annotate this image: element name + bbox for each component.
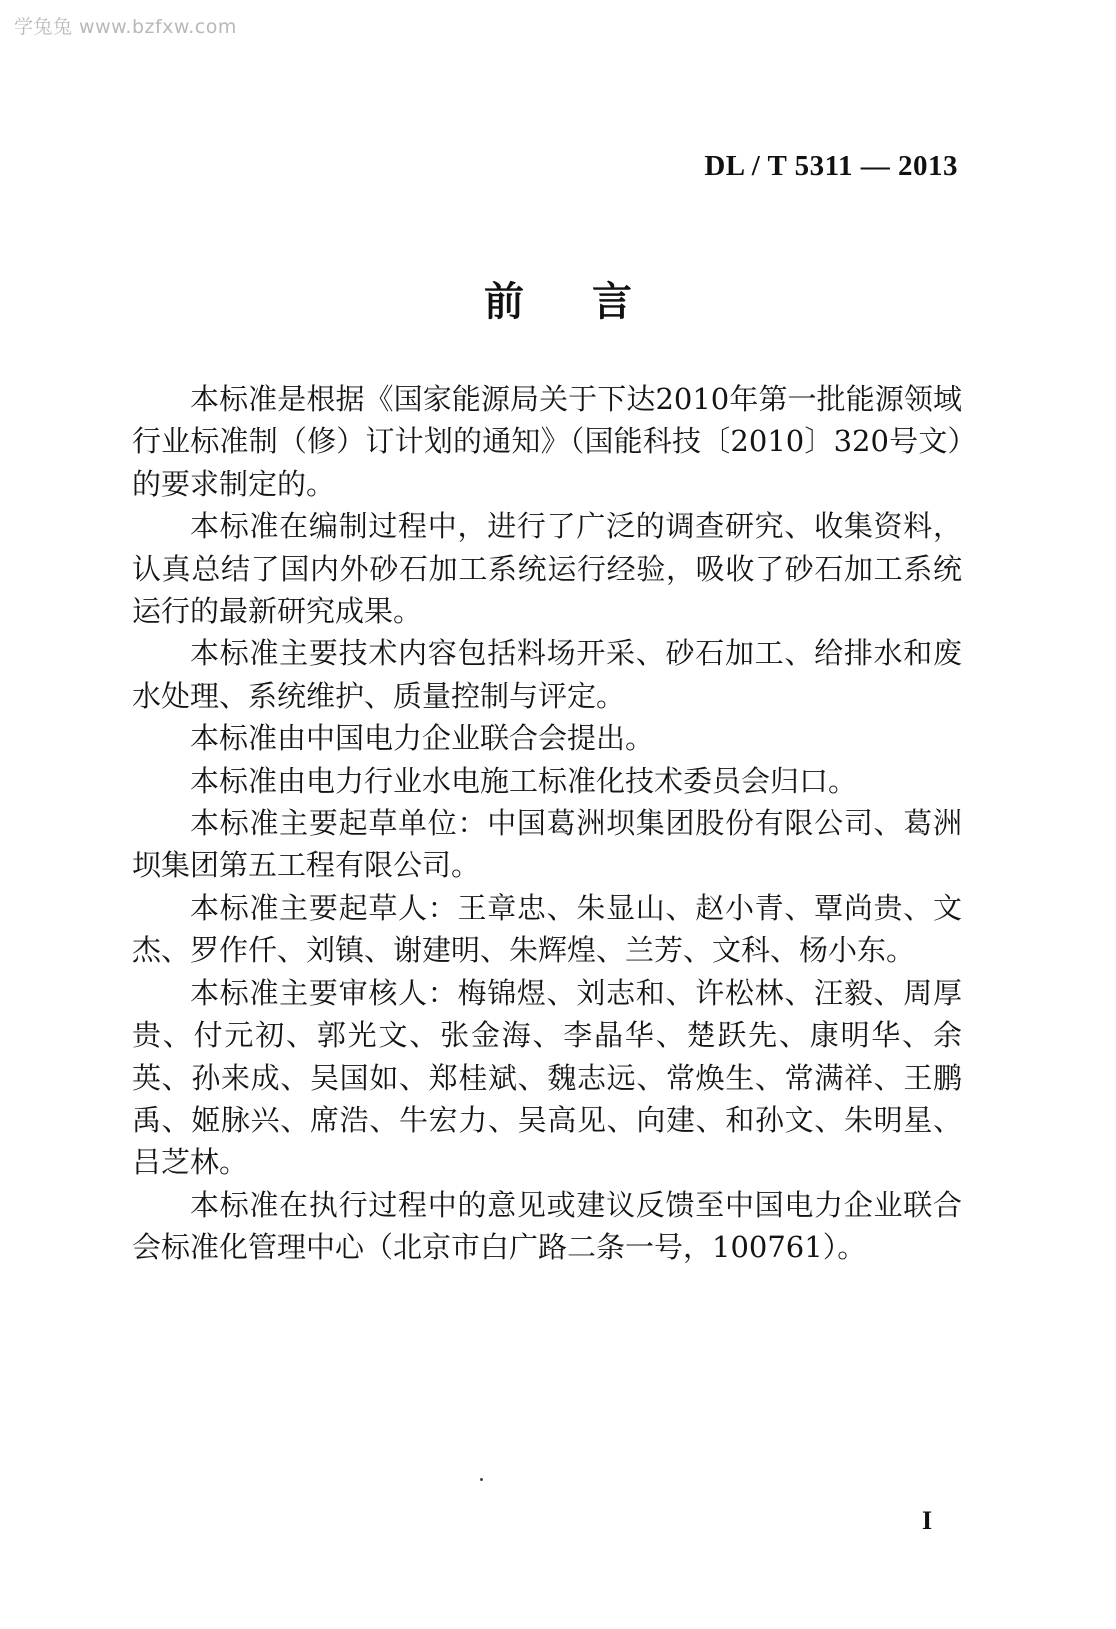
page-title: 前言 <box>484 278 700 325</box>
paragraph-basis: 本标准是根据《国家能源局关于下达2010年第一批能源领域行业标准制（修）订计划的通知》（国能科技〔2010〕320号文）的要求制定的。 <box>132 382 962 501</box>
paragraph-process: 本标准在编制过程中，进行了广泛的调查研究、收集资料，认真总结了国内外砂石加工系统运行经验，吸收了砂石加工系统运行的最新研究成果。 <box>132 509 962 629</box>
paragraph-reviewers: 本标准主要审核人：梅锦煜、刘志和、许松林、汪毅、周厚贵、付元初、郭光文、张金海、李晶华、楚跃先、康明华、余英、孙来成、吴国如、郑桂斌、魏志远、常焕生、常满祥、王鹏禹、姬脉兴、席浩、牛宏力、吴高见、向建、和孙文、朱明星、吕芝林。 <box>132 975 962 1180</box>
page-number: I <box>922 1506 933 1535</box>
paragraph-administrator: 本标准由电力行业水电施工标准化技术委员会归口。 <box>190 763 858 798</box>
paragraph-content: 本标准主要技术内容包括料场开采、砂石加工、给排水和废水处理、系统维护、质量控制与评定。 <box>132 636 962 713</box>
paragraph-feedback: 本标准在执行过程中的意见或建议反馈至中国电力企业联合会标准化管理中心（北京市白广路二条一号，100761）。 <box>132 1187 962 1265</box>
paragraph-drafting-units: 本标准主要起草单位：中国葛洲坝集团股份有限公司、葛洲坝集团第五工程有限公司。 <box>132 806 962 883</box>
paragraph-drafters: 本标准主要起草人：王章忠、朱显山、赵小青、覃尚贵、文杰、罗作仟、刘镇、谢建明、朱辉煌、兰芳、文科、杨小东。 <box>132 890 962 968</box>
preface-body <box>132 378 962 1269</box>
standard-code: DL / T 5311 — 2013 <box>704 150 958 182</box>
scan-speck <box>480 1478 483 1481</box>
paragraph-proposer: 本标准由中国电力企业联合会提出。 <box>190 721 655 756</box>
watermark: 学兔兔 www.bzfxw.com <box>14 16 237 38</box>
